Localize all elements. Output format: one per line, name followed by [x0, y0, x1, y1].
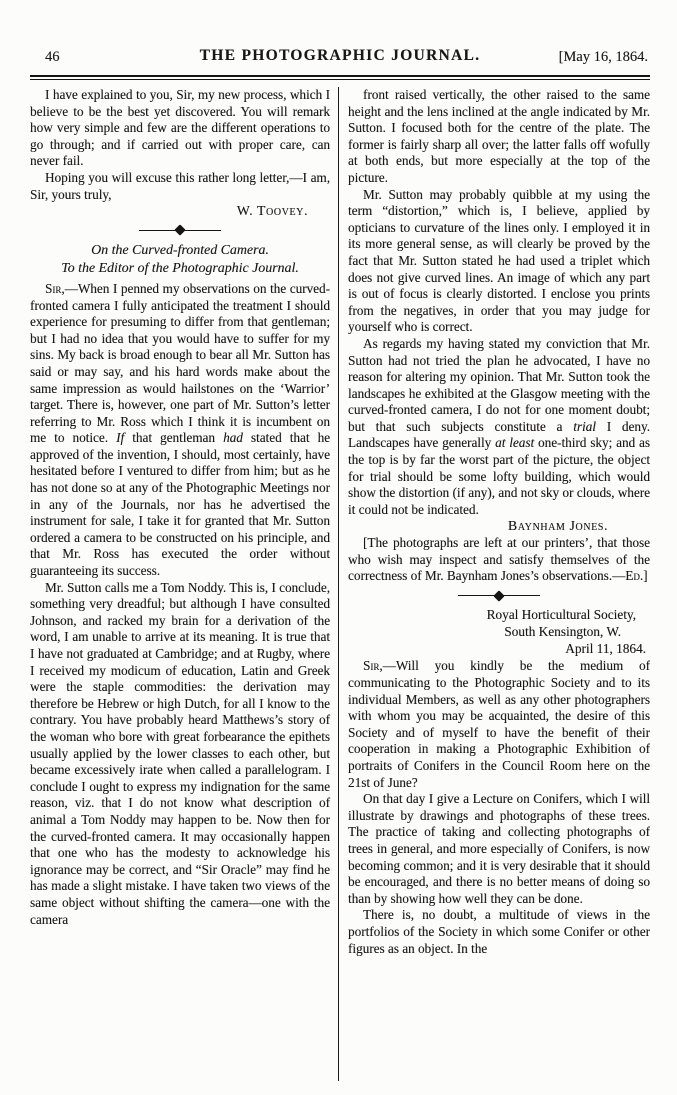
- paragraph: On that day I give a Lecture on Conifers, which I will illustrate by drawings and photographs of these trees. The practice of taking and collecting photographs of trees in general, and more especially of Conifers, is now becoming common; and it is very desirable that it should be encouraged, and there is no better means of doing so than by showing how well they can be done.: [348, 791, 650, 906]
- paragraph: Mr. Sutton calls me a Tom Noddy. This is, I conclude, something very dreadful; but although I have consulted Johnson, and racked my brain for a derivation of the word, I am unable to arrive at its meaning. It is true that I have not graduated at Cambridge; and at Rugby, where I received my modicum of education, Latin and Greek were the staple commodities: the derivation may therefore be Hebrew or high Dutch, for all I know to the contrary. You have probably heard Matthews’s story of the woman who bore with great forbearance the epithets usually applied by the lower classes to each other, but became excessively irate when called a parallelogram. I conclude I ought to express my indignation for the same reason, viz. that I do not know what description of animal a Tom Noddy may happen to be. Now then for the curved-fronted camera. It may occasionally happen that one who has the modesty to acknowledge his ignorance may be correct, and “Sir Oracle” may find he has made a slight mistake. I have taken two views of the same object without shifting the camera—one with the camera: [30, 579, 330, 927]
- issue-date: [May 16, 1864.: [558, 49, 648, 65]
- address-line: April 11, 1864.: [565, 640, 646, 656]
- paragraph: As regards my having stated my conviction that Mr. Sutton had not tried the plan he advocated, I have no reason for altering my opinion. That Mr. Sutton took the landscapes he exhibited at the Glasgow meeting with the curved-fronted camera, I do not for one moment doubt; but that such subjects constitute a trial I deny. Landscapes have generally at least one-third sky; and as the top is by far the worst part of the picture, the object for trial should be some lofty building, which would show the distortion (if any), and not sky or clouds, where it could not be indicated.: [348, 335, 650, 517]
- address-line: South Kensington, W.: [504, 623, 621, 639]
- page-number: 46: [45, 49, 60, 65]
- address-block: [348, 607, 650, 657]
- ornament-bar: [458, 595, 496, 597]
- diamond-icon: [174, 225, 185, 236]
- ornament-bar: [139, 230, 177, 232]
- left-column: [30, 87, 338, 1081]
- header-rule: [30, 75, 650, 80]
- paragraph: Mr. Sutton may probably quibble at my using the term “distortion,” which is, I believe, applied by opticians to curvature of the lines only. I employed it in its more general sense, as will clearly be proved by the fact that Mr. Sutton stated he had used a triplet which does not give curved lines. An image of which any part is out of focus is clearly distorted. I enclose you prints from the negatives, in order that you may judge for yourself who is correct.: [348, 186, 650, 335]
- divider-ornament: [348, 588, 650, 603]
- paragraph: There is, no doubt, a multitude of views in the portfolios of the Society in which some Conifer or other figures as an object. In the: [348, 907, 650, 956]
- journal-title: THE PHOTOGRAPHIC JOURNAL.: [199, 47, 481, 64]
- editor-note: [The photographs are left at our printers’, that those who wish may inspect and satisfy themselves of the correctness of Mr. Baynham Jones’s observations.—Ed.]: [348, 535, 650, 584]
- paragraph: I have explained to you, Sir, my new process, which I believe to be the best yet discovered. You will remark how very simple and few are the different operations to go through; and if carried out with proper care, can never fail.: [30, 87, 330, 169]
- section-heading: On the Curved-fronted Camera.: [91, 242, 269, 258]
- ornament-bar: [183, 230, 221, 232]
- letter-subheading: To the Editor of the Photographic Journal.: [61, 260, 299, 276]
- divider-ornament: [30, 223, 330, 238]
- text-columns: [30, 87, 650, 1081]
- signature-baynham-jones: Baynham Jones.: [507, 518, 608, 534]
- paragraph: Sir,—Will you kindly be the medium of communicating to the Photographic Society and to its individual Members, as well as any other photographers with whom you may be acquainted, the desire of this Society and of myself to have the benefit of their cooperation in making a Photographic Exhibition of portraits of Conifers in the Council Room here on the 21st of June?: [348, 658, 650, 790]
- right-column: [339, 87, 650, 1081]
- paragraph: front raised vertically, the other raised to the same height and the lens inclined at the angle indicated by Mr. Sutton. I focused both for the centre of the plate. The former is fairly sharp all over; the latter falls off wofully at both ends, but more especially at the top of the picture.: [348, 87, 650, 185]
- paragraph: Hoping you will excuse this rather long letter,—I am, Sir, yours truly,: [30, 169, 330, 202]
- page-header: [30, 46, 650, 72]
- address-line: Royal Horticultural Society,: [486, 607, 636, 623]
- paragraph: Sir,—When I penned my observations on the curved-fronted camera I fully anticipated the treatment I should experience for presuming to differ from that gentleman; but I had no idea that you would have to suffer for my sins. My back is broad enough to bear all Mr. Sutton has said or may say, and his hard words make about the same impression as would hailstones on the ‘Warrior’ target. There is, however, one part of Mr. Sutton’s letter referring to Mr. Ross which I think it is incumbent on me to notice. If that gentleman had stated that he approved of the invention, I should, most certainly, have hesitated before I ventured to differ from him; but as he has not done so at any of the Photographic Meetings nor in any of the Journals, nor has he advertised the instrument for sale, I take it for granted that Mr. Sutton ordered a camera to be constructed on his principle, and that Mr. Ross has executed the order without guaranteeing its success.: [30, 280, 331, 579]
- ornament-bar: [502, 595, 540, 597]
- diamond-icon: [493, 590, 504, 601]
- signature-toovey: W. Toovey.: [236, 203, 308, 219]
